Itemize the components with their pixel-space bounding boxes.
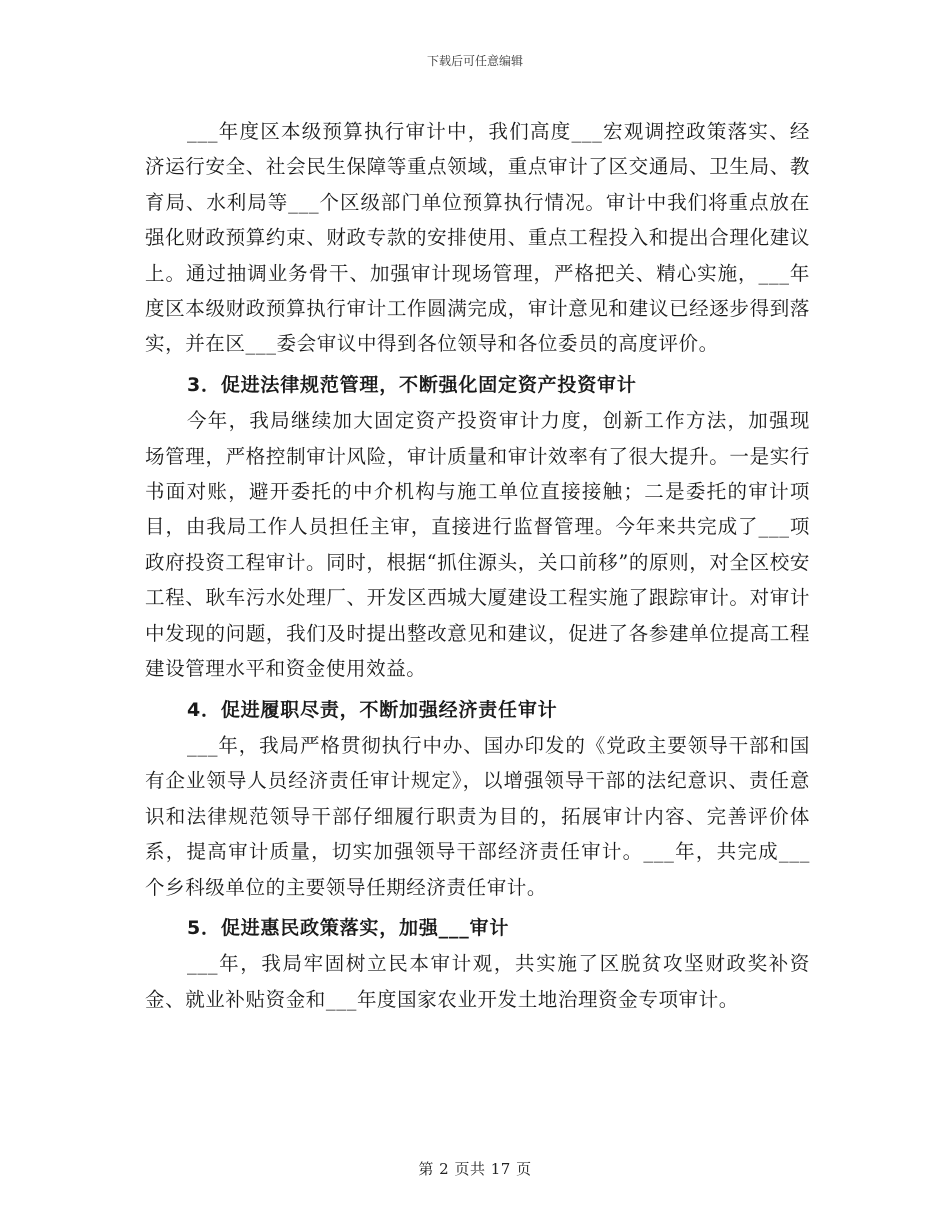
page-number-footer: 第 2 页共 17 页 xyxy=(418,1160,532,1178)
section-heading-5: 5．促进惠民政策落实，加强___审计 xyxy=(187,916,510,939)
section-heading-3: 3．促进法律规范管理，不断强化固定资产投资审计 xyxy=(187,373,637,396)
paragraph-budget-audit: ___年度区本级预算执行审计中，我们高度___宏观调控政策落实、经济运行安全、社会民生保障等重点领域，重点审计了区交通局、卫生局、教育局、水利局等___个区级部门单位预算执行情况。审计中我们将重点放在强化财政预算约束、财政专款的安排使用、重点工程投入和提出合理化建议上。通过抽调业务骨干、加强审计现场管理，严格把关、精心实施，___年度区本级财政预算执行审计工作圆满完成，审计意见和建议已经逐步得到落实，并在区___委会审议中得到各位领导和各位委员的高度评价。 xyxy=(145,120,810,356)
paragraph-investment-audit: 今年，我局继续加大固定资产投资审计力度，创新工作方法，加强现场管理，严格控制审计风险，审计质量和审计效率有了很大提升。一是实行书面对账，避开委托的中介机构与施工单位直接接触；二是委托的审计项目，由我局工作人员担任主审，直接进行监督管理。今年来共完成了___项政府投资工程审计。同时，根据“抓住源头，关口前移”的原则，对全区校安工程、耿车污水处理厂、开发区西城大厦建设工程实施了跟踪审计。对审计中发现的问题，我们及时提出整改意见和建议，促进了各参建单位提高工程建设管理水平和资金使用效益。 xyxy=(145,409,810,681)
document-body xyxy=(145,114,810,1017)
paragraph-livelihood-audit: ___年，我局牢固树立民本审计观，共实施了区脱贫攻坚财政奖补资金、就业补贴资金和___年度国家农业开发土地治理资金专项审计。 xyxy=(145,952,810,1011)
paragraph-responsibility-audit: ___年，我局严格贯彻执行中办、国办印发的《党政主要领导干部和国有企业领导人员经济责任审计规定》，以增强领导干部的法纪意识、责任意识和法律规范领导干部仔细履行职责为目的，拓展审计内容、完善评价体系，提高审计质量，切实加强领导干部经济责任审计。___年，共完成___个乡科级单位的主要领导任期经济责任审计。 xyxy=(145,733,810,899)
page-header: 下载后可任意编辑 xyxy=(426,54,523,68)
section-heading-4: 4．促进履职尽责，不断加强经济责任审计 xyxy=(187,698,558,721)
